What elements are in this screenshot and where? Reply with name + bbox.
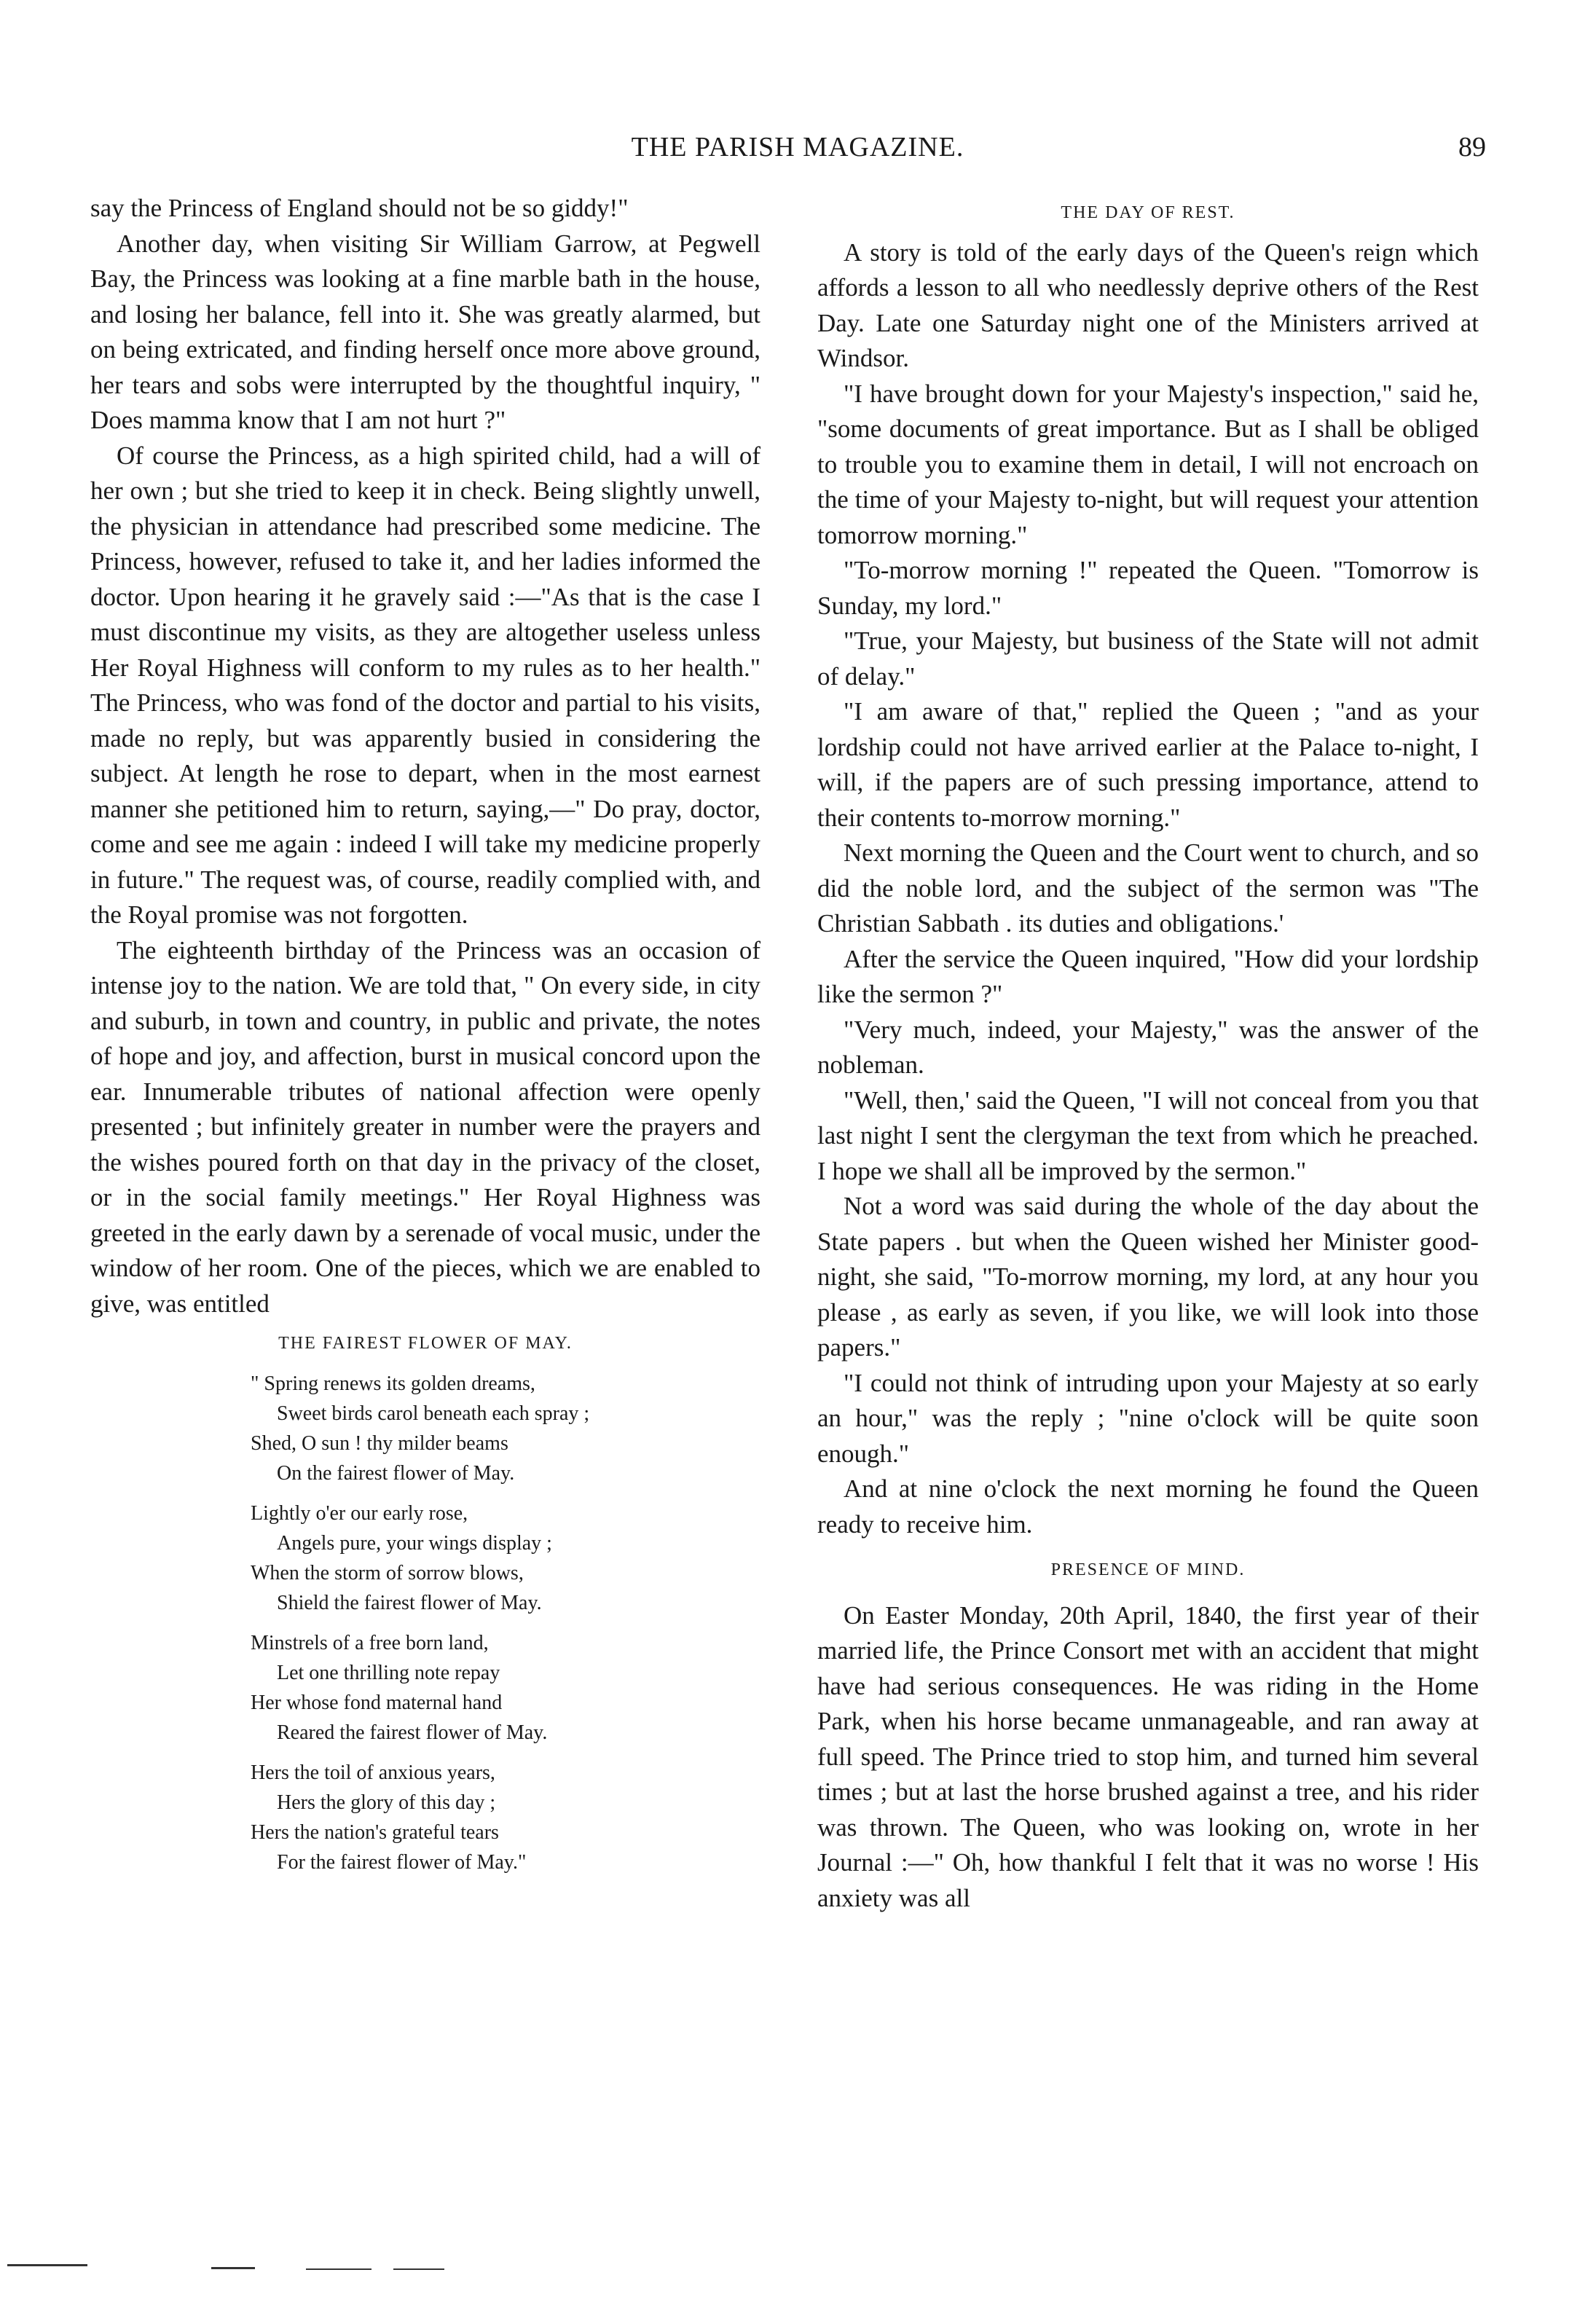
- poem-stanza: [251, 1498, 760, 1618]
- paragraph: Not a word was said during the whole of the day about the State papers . but when the Queen wished her Minister good-night, she said, "To-morrow morning, my lord, at any hour you please , as early as seven, if you like, we will look into those papers.": [817, 1192, 1479, 1362]
- paragraph: "I could not think of intruding upon your Majesty at so early an hour," was the reply ; "nine o'clock will be quite soon enough.": [817, 1368, 1479, 1468]
- page-number: 89: [1458, 132, 1486, 162]
- paragraph: say the Princess of England should not be so giddy!": [90, 194, 629, 222]
- paragraph: "Well, then,' said the Queen, "I will not conceal from you that last night I sent the clergyman the text from which he preached. I hope we shall all be improved by the sermon.": [817, 1085, 1479, 1185]
- poem-line: Reared the fairest flower of May.: [277, 1721, 548, 1744]
- paragraph: Another day, when visiting Sir William Garrow, at Pegwell Bay, the Princess was looking at a fine marble bath in the house, and losing her balance, fell into it. She was greatly alarmed, but on being extricated, and finding herself once more above ground, her tears and sobs were interrupted by the thoughtful inquiry, " Does mamma know that I am not hurt ?": [90, 229, 760, 434]
- paragraph: "I am aware of that," replied the Queen ; "and as your lordship could not have arrived earlier at the Palace to-night, I will, if the papers are of such pressing importance, attend to their contents to-morrow morning.": [817, 697, 1479, 832]
- paragraph: "I have brought down for your Majesty's inspection," said he, "some documents of great importance. But as I shall be obliged to trouble you to examine them in detail, I will not encroach on the time of your Majesty to-night, but will request your attention tomorrow morning.": [817, 379, 1479, 549]
- page-header: [109, 131, 1486, 175]
- poem-line: Angels pure, your wings display ;: [277, 1531, 552, 1555]
- poem-stanza: [251, 1628, 760, 1748]
- scan-mark: [7, 2264, 87, 2266]
- paragraph: "To-morrow morning !" repeated the Queen. "Tomorrow is Sunday, my lord.": [817, 556, 1479, 620]
- poem-line: Hers the nation's grateful tears: [251, 1820, 499, 1844]
- section-title-day-of-rest: THE DAY OF REST.: [1061, 203, 1235, 222]
- poem-line: Lightly o'er our early rose,: [251, 1501, 468, 1525]
- section-title-presence-of-mind: PRESENCE OF MIND.: [1050, 1560, 1246, 1579]
- scan-mark: [211, 2267, 255, 2269]
- poem-line: Hers the toil of anxious years,: [251, 1761, 495, 1784]
- paragraph: Next morning the Queen and the Court went to church, and so did the noble lord, and the subject of the sermon was "The Christian Sabbath . its duties and obligations.': [817, 838, 1479, 938]
- scan-mark: [393, 2268, 444, 2270]
- poem: [251, 1369, 760, 1877]
- poem-line: Her whose fond maternal hand: [251, 1691, 503, 1714]
- poem-line: Hers the glory of this day ;: [277, 1791, 496, 1814]
- paragraph: "Very much, indeed, your Majesty," was the answer of the nobleman.: [817, 1015, 1479, 1079]
- poem-stanza: [251, 1758, 760, 1877]
- poem-line: Let one thrilling note repay: [277, 1661, 500, 1684]
- poem-line: Sweet birds carol beneath each spray ;: [277, 1402, 590, 1425]
- running-title: THE PARISH MAGAZINE.: [631, 132, 964, 162]
- poem-line: When the storm of sorrow blows,: [251, 1561, 524, 1584]
- poem-line: Shed, O sun ! thy milder beams: [251, 1431, 508, 1455]
- poem-stanza: [251, 1369, 760, 1488]
- poem-line: On the fairest flower of May.: [277, 1461, 515, 1485]
- paragraph: A story is told of the early days of the Queen's reign which affords a lesson to all who needlessly deprive others of the Rest Day. Late one Saturday night one of the Ministers arrived at Windsor.: [817, 237, 1479, 372]
- poem-line: Shield the fairest flower of May.: [277, 1591, 542, 1614]
- scan-edge-marks: [0, 2251, 1596, 2280]
- poem-title: THE FAIREST FLOWER OF MAY.: [278, 1334, 573, 1353]
- scan-mark: [306, 2268, 372, 2270]
- poem-line: Minstrels of a free born land,: [251, 1631, 489, 1654]
- paragraph: The eighteenth birthday of the Princess was an occasion of intense joy to the nation. We are told that, " On every side, in city and suburb, in town and country, in public and private, the notes of hope and joy, and affection, burst in musical concord upon the ear. Innumerable tributes of national affection were openly presented ; but infinitely greater in number were the prayers and the wishes poured forth on that day in the privacy of the closet, or in the social family meetings." Her Royal Highness was greeted in the early dawn by a serenade of vocal music, under the window of her room. One of the pieces, which we are enabled to give, was entitled: [90, 935, 760, 1318]
- paragraph: On Easter Monday, 20th April, 1840, the first year of their married life, the Prince Consort met with an accident that might have had serious consequences. He was riding in the Home Park, when his horse became unmanageable, and ran away at full speed. The Prince tried to stop him, and turned him several times ; but at last the horse brushed against a tree, and his rider was thrown. The Queen, who was looking on, wrote in her Journal :—" Oh, how thankful I felt that it was no worse ! His anxiety was all: [817, 1600, 1479, 1912]
- poem-line: " Spring renews its golden dreams,: [251, 1372, 535, 1395]
- poem-line: For the fairest flower of May.": [277, 1850, 527, 1874]
- paragraph: Of course the Princess, as a high spirited child, had a will of her own ; but she tried to keep it in check. Being slightly unwell, the physician in attendance had prescribed some medicine. The Princess, however, refused to take it, and her ladies informed the doctor. Upon hearing it he gravely said :—"As that is the case I must discontinue my visits, as they are altogether useless unless Her Royal Highness will conform to my rules as to her health." The Princess, who was fond of the doctor and partial to his visits, made no reply, but was apparently busied in considering the subject. At length he rose to depart, when in the most earnest manner she petitioned him to return, saying,—" Do pray, doctor, come and see me again : indeed I will take my medicine properly in future." The request was, of course, readily complied with, and the Royal promise was not forgotten.: [90, 441, 760, 929]
- paragraph: And at nine o'clock the next morning he found the Queen ready to receive him.: [817, 1474, 1479, 1539]
- paragraph: "True, your Majesty, but business of the State will not admit of delay.": [817, 626, 1479, 691]
- right-column: [817, 191, 1479, 1916]
- left-column: [90, 191, 760, 1887]
- paragraph: After the service the Queen inquired, "How did your lordship like the sermon ?": [817, 944, 1479, 1008]
